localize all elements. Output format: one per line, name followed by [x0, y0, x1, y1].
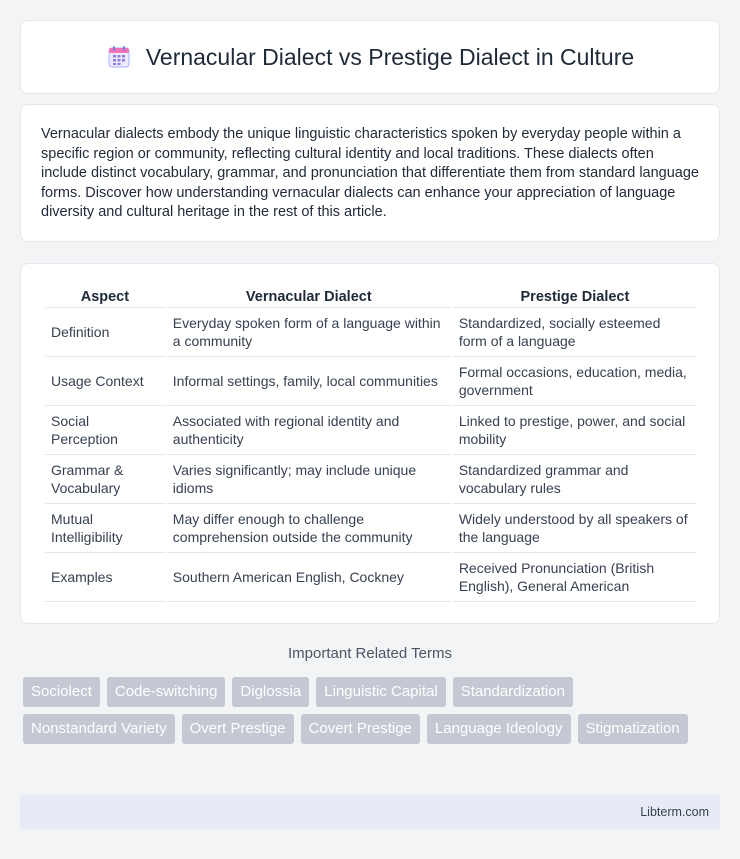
tag-nonstandard-variety[interactable]: Nonstandard Variety [23, 714, 175, 744]
tag-standardization[interactable]: Standardization [453, 677, 573, 707]
table-row [45, 553, 697, 602]
cell-aspect: Grammar & Vocabulary [45, 455, 165, 504]
tag-code-switching[interactable]: Code-switching [107, 677, 226, 707]
table-row [45, 406, 697, 455]
cell-aspect: Definition [45, 308, 165, 357]
cell-aspect: Usage Context [45, 357, 165, 406]
header-vernacular: Vernacular Dialect [167, 286, 451, 308]
intro-paragraph: Vernacular dialects embody the unique linguistic characteristics spoken by everyday people within a specific region or community, reflecting cultural identity and local traditions. These dialects often include distinct vocabulary, grammar, and pronunciation that differentiate them from standard language forms. Discover how understanding vernacular dialects can enhance your appreciation of language diversity and cultural heritage in the rest of this article. [41, 126, 699, 221]
cell-vernacular: Varies significantly; may include unique idioms [167, 455, 451, 504]
cell-prestige: Formal occasions, education, media, government [453, 357, 697, 406]
page-title: Vernacular Dialect vs Prestige Dialect in Culture [145, 43, 635, 70]
tag-overt-prestige[interactable]: Overt Prestige [182, 714, 294, 744]
table-row [45, 308, 697, 357]
cell-vernacular: Informal settings, family, local communities [167, 357, 451, 406]
tag-stigmatization[interactable]: Stigmatization [578, 714, 688, 744]
cell-prestige: Widely understood by all speakers of the language [453, 504, 697, 553]
cell-aspect: Examples [45, 553, 165, 602]
table-row [45, 455, 697, 504]
footer-brand-link[interactable]: Libterm.com [640, 805, 709, 819]
cell-vernacular: May differ enough to challenge comprehension outside the community [167, 504, 451, 553]
tag-sociolect[interactable]: Sociolect [23, 677, 100, 707]
footer [20, 795, 720, 829]
cell-vernacular: Associated with regional identity and authenticity [167, 406, 451, 455]
tag-diglossia[interactable]: Diglossia [232, 677, 309, 707]
cell-aspect: Mutual Intelligibility [45, 504, 165, 553]
related-terms-list [23, 677, 723, 744]
cell-vernacular: Everyday spoken form of a language within a community [167, 308, 451, 357]
header-aspect: Aspect [45, 286, 165, 308]
cell-vernacular: Southern American English, Cockney [167, 553, 451, 602]
tag-language-ideology[interactable]: Language Ideology [427, 714, 571, 744]
tag-linguistic-capital[interactable]: Linguistic Capital [316, 677, 445, 707]
cell-aspect: Social Perception [45, 406, 165, 455]
comparison-table [43, 286, 699, 602]
cell-prestige: Standardized grammar and vocabulary rules [453, 455, 697, 504]
intro-card [20, 104, 720, 242]
table-row [45, 504, 697, 553]
related-terms-heading: Important Related Terms [288, 645, 452, 662]
title-card [20, 20, 720, 94]
cell-prestige: Linked to prestige, power, and social mobility [453, 406, 697, 455]
calendar-icon [106, 44, 132, 70]
comparison-card [20, 263, 720, 624]
table-row [45, 357, 697, 406]
table-header-row [45, 286, 697, 308]
cell-prestige: Standardized, socially esteemed form of a language [453, 308, 697, 357]
tag-covert-prestige[interactable]: Covert Prestige [301, 714, 420, 744]
cell-prestige: Received Pronunciation (British English), General American [453, 553, 697, 602]
header-prestige: Prestige Dialect [453, 286, 697, 308]
